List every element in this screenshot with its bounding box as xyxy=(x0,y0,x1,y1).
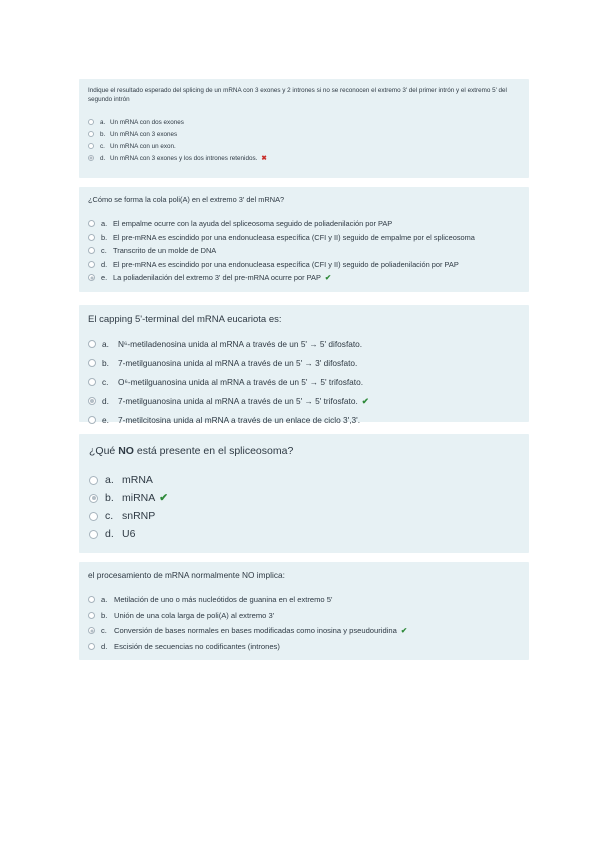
radio-button[interactable] xyxy=(88,261,95,268)
answer-option-a[interactable] xyxy=(88,217,521,231)
answer-option-b[interactable] xyxy=(89,489,521,507)
option-letter: b. xyxy=(101,232,108,242)
option-letter: b. xyxy=(101,610,108,620)
question-card-4 xyxy=(79,434,529,553)
option-letter: c. xyxy=(100,142,105,150)
option-text: Transcrito de un molde de DNA xyxy=(113,246,217,256)
correct-check-icon: ✔ xyxy=(361,396,369,407)
question-card-3 xyxy=(79,305,529,426)
radio-button-selected[interactable] xyxy=(88,155,94,161)
radio-button[interactable] xyxy=(88,612,95,619)
answer-option-d[interactable] xyxy=(88,152,521,164)
radio-button[interactable] xyxy=(88,340,96,348)
answer-option-c[interactable] xyxy=(89,507,521,525)
radio-button[interactable] xyxy=(89,530,98,539)
answer-option-d[interactable] xyxy=(88,392,521,411)
option-text: mRNA xyxy=(122,474,153,487)
answer-option-a[interactable] xyxy=(88,335,521,354)
option-text: miRNA xyxy=(122,492,156,505)
answer-option-a[interactable] xyxy=(88,592,521,608)
answer-option-d[interactable] xyxy=(88,257,521,271)
question-text: ¿Qué NO está presente en el spliceosoma? xyxy=(89,445,294,457)
radio-button[interactable] xyxy=(88,131,94,137)
correct-check-icon: ✔ xyxy=(324,273,332,283)
answer-option-b[interactable] xyxy=(88,608,521,624)
option-letter: d. xyxy=(100,154,106,162)
answer-option-c[interactable] xyxy=(88,623,521,639)
answer-option-b[interactable] xyxy=(88,128,521,140)
answer-option-d[interactable] xyxy=(88,639,521,655)
radio-button[interactable] xyxy=(88,643,95,650)
option-letter: b. xyxy=(100,130,106,138)
option-letter: c. xyxy=(101,246,107,256)
option-text: 7-metilcitosina unida al mRNA a través de un enlace de ciclo 3',3'. xyxy=(118,415,361,426)
incorrect-icon: ✖ xyxy=(261,154,267,162)
answer-option-a[interactable] xyxy=(88,116,521,128)
option-letter: d. xyxy=(102,396,109,407)
option-text: Escisión de secuencias no codificantes (intrones) xyxy=(114,641,280,651)
option-text: El empalme ocurre con la ayuda del spliceosoma seguido de poliadenilación por PAP xyxy=(113,219,393,229)
option-text: Un mRNA con un exon. xyxy=(110,142,176,150)
radio-button[interactable] xyxy=(88,416,96,424)
answer-option-d[interactable] xyxy=(89,525,521,543)
option-text: Un mRNA con 3 exones xyxy=(110,130,178,138)
radio-button[interactable] xyxy=(88,596,95,603)
option-letter: a. xyxy=(105,474,114,487)
question-card-5 xyxy=(79,562,529,660)
radio-button-selected[interactable] xyxy=(88,274,95,281)
answer-option-b[interactable] xyxy=(88,354,521,373)
answer-option-a[interactable] xyxy=(89,471,521,489)
option-letter: b. xyxy=(102,358,109,369)
radio-button[interactable] xyxy=(88,359,96,367)
question-text: El capping 5'-terminal del mRNA eucariota es: xyxy=(88,314,282,325)
option-text: Unión de una cola larga de poli(A) al extremo 3' xyxy=(114,610,275,620)
option-letter: a. xyxy=(102,339,109,350)
option-text: N⁶-metiladenosina unida al mRNA a través de un 5' → 5' difosfato. xyxy=(118,339,363,350)
option-letter: a. xyxy=(100,118,106,126)
option-text: U6 xyxy=(122,528,136,541)
correct-check-icon: ✔ xyxy=(159,492,169,505)
option-letter: a. xyxy=(101,219,108,229)
option-text: Un mRNA con 3 exones y los dos intrones retenidos. xyxy=(110,154,258,162)
option-text: El pre-mRNA es escindido por una endonucleasa específica (CFI y II) seguido de empalme por el spliceosoma xyxy=(113,232,475,242)
radio-button-selected[interactable] xyxy=(88,397,96,405)
radio-button[interactable] xyxy=(88,220,95,227)
option-letter: a. xyxy=(101,595,108,605)
option-letter: d. xyxy=(105,528,114,541)
radio-button[interactable] xyxy=(88,143,94,149)
radio-button-selected[interactable] xyxy=(89,494,98,503)
option-letter: c. xyxy=(105,510,114,523)
option-text: O⁶-metilguanosina unida al mRNA a través de un 5' → 5' trifosfato. xyxy=(118,377,364,388)
question-text: Indique el resultado esperado del splicing de un mRNA con 3 exones y 2 intrones si no se reconocen el extremo 3' del primer intrón y el extremo 5' del segundo intrón xyxy=(88,87,507,103)
radio-button-selected[interactable] xyxy=(88,627,95,634)
question-card-2 xyxy=(79,187,529,292)
radio-button[interactable] xyxy=(88,378,96,386)
answer-option-e[interactable] xyxy=(88,271,521,285)
question-card-1 xyxy=(79,79,529,178)
answer-option-c[interactable] xyxy=(88,373,521,392)
radio-button[interactable] xyxy=(89,476,98,485)
option-letter: e. xyxy=(101,273,108,283)
option-letter: c. xyxy=(102,377,109,388)
option-text: Metilación de uno o más nucleótidos de guanina en el extremo 5' xyxy=(114,595,333,605)
option-text: El pre-mRNA es escindido por una endonucleasa específica (CFI y II) seguido de poliadenilación por PAP xyxy=(113,259,459,269)
option-letter: d. xyxy=(101,641,108,651)
radio-button[interactable] xyxy=(88,247,95,254)
answer-option-c[interactable] xyxy=(88,140,521,152)
option-text: Un mRNA con dos exones xyxy=(110,118,184,126)
question-text: el procesamiento de mRNA normalmente NO implica: xyxy=(88,570,285,580)
option-text: 7-metilguanosina unida al mRNA a través de un 5' → 5' trifosfato. xyxy=(118,396,358,407)
option-letter: e. xyxy=(102,415,109,426)
correct-check-icon: ✔ xyxy=(400,626,408,636)
radio-button[interactable] xyxy=(88,119,94,125)
radio-button[interactable] xyxy=(89,512,98,521)
answer-option-c[interactable] xyxy=(88,244,521,258)
option-text: La poliadenilación del extremo 3' del pre-mRNA ocurre por PAP xyxy=(113,273,321,283)
option-text: 7-metilguanosina unida al mRNA a través de un 5' → 3' difosfato. xyxy=(118,358,358,369)
answer-option-b[interactable] xyxy=(88,230,521,244)
option-text: snRNP xyxy=(122,510,156,523)
option-text: Conversión de bases normales en bases modificadas como inosina y pseudouridina xyxy=(114,626,397,636)
option-letter: c. xyxy=(101,626,107,636)
radio-button[interactable] xyxy=(88,234,95,241)
question-text: ¿Cómo se forma la cola poli(A) en el extremo 3' del mRNA? xyxy=(88,195,285,204)
answer-option-e[interactable] xyxy=(88,411,521,430)
option-letter: b. xyxy=(105,492,114,505)
option-letter: d. xyxy=(101,259,108,269)
